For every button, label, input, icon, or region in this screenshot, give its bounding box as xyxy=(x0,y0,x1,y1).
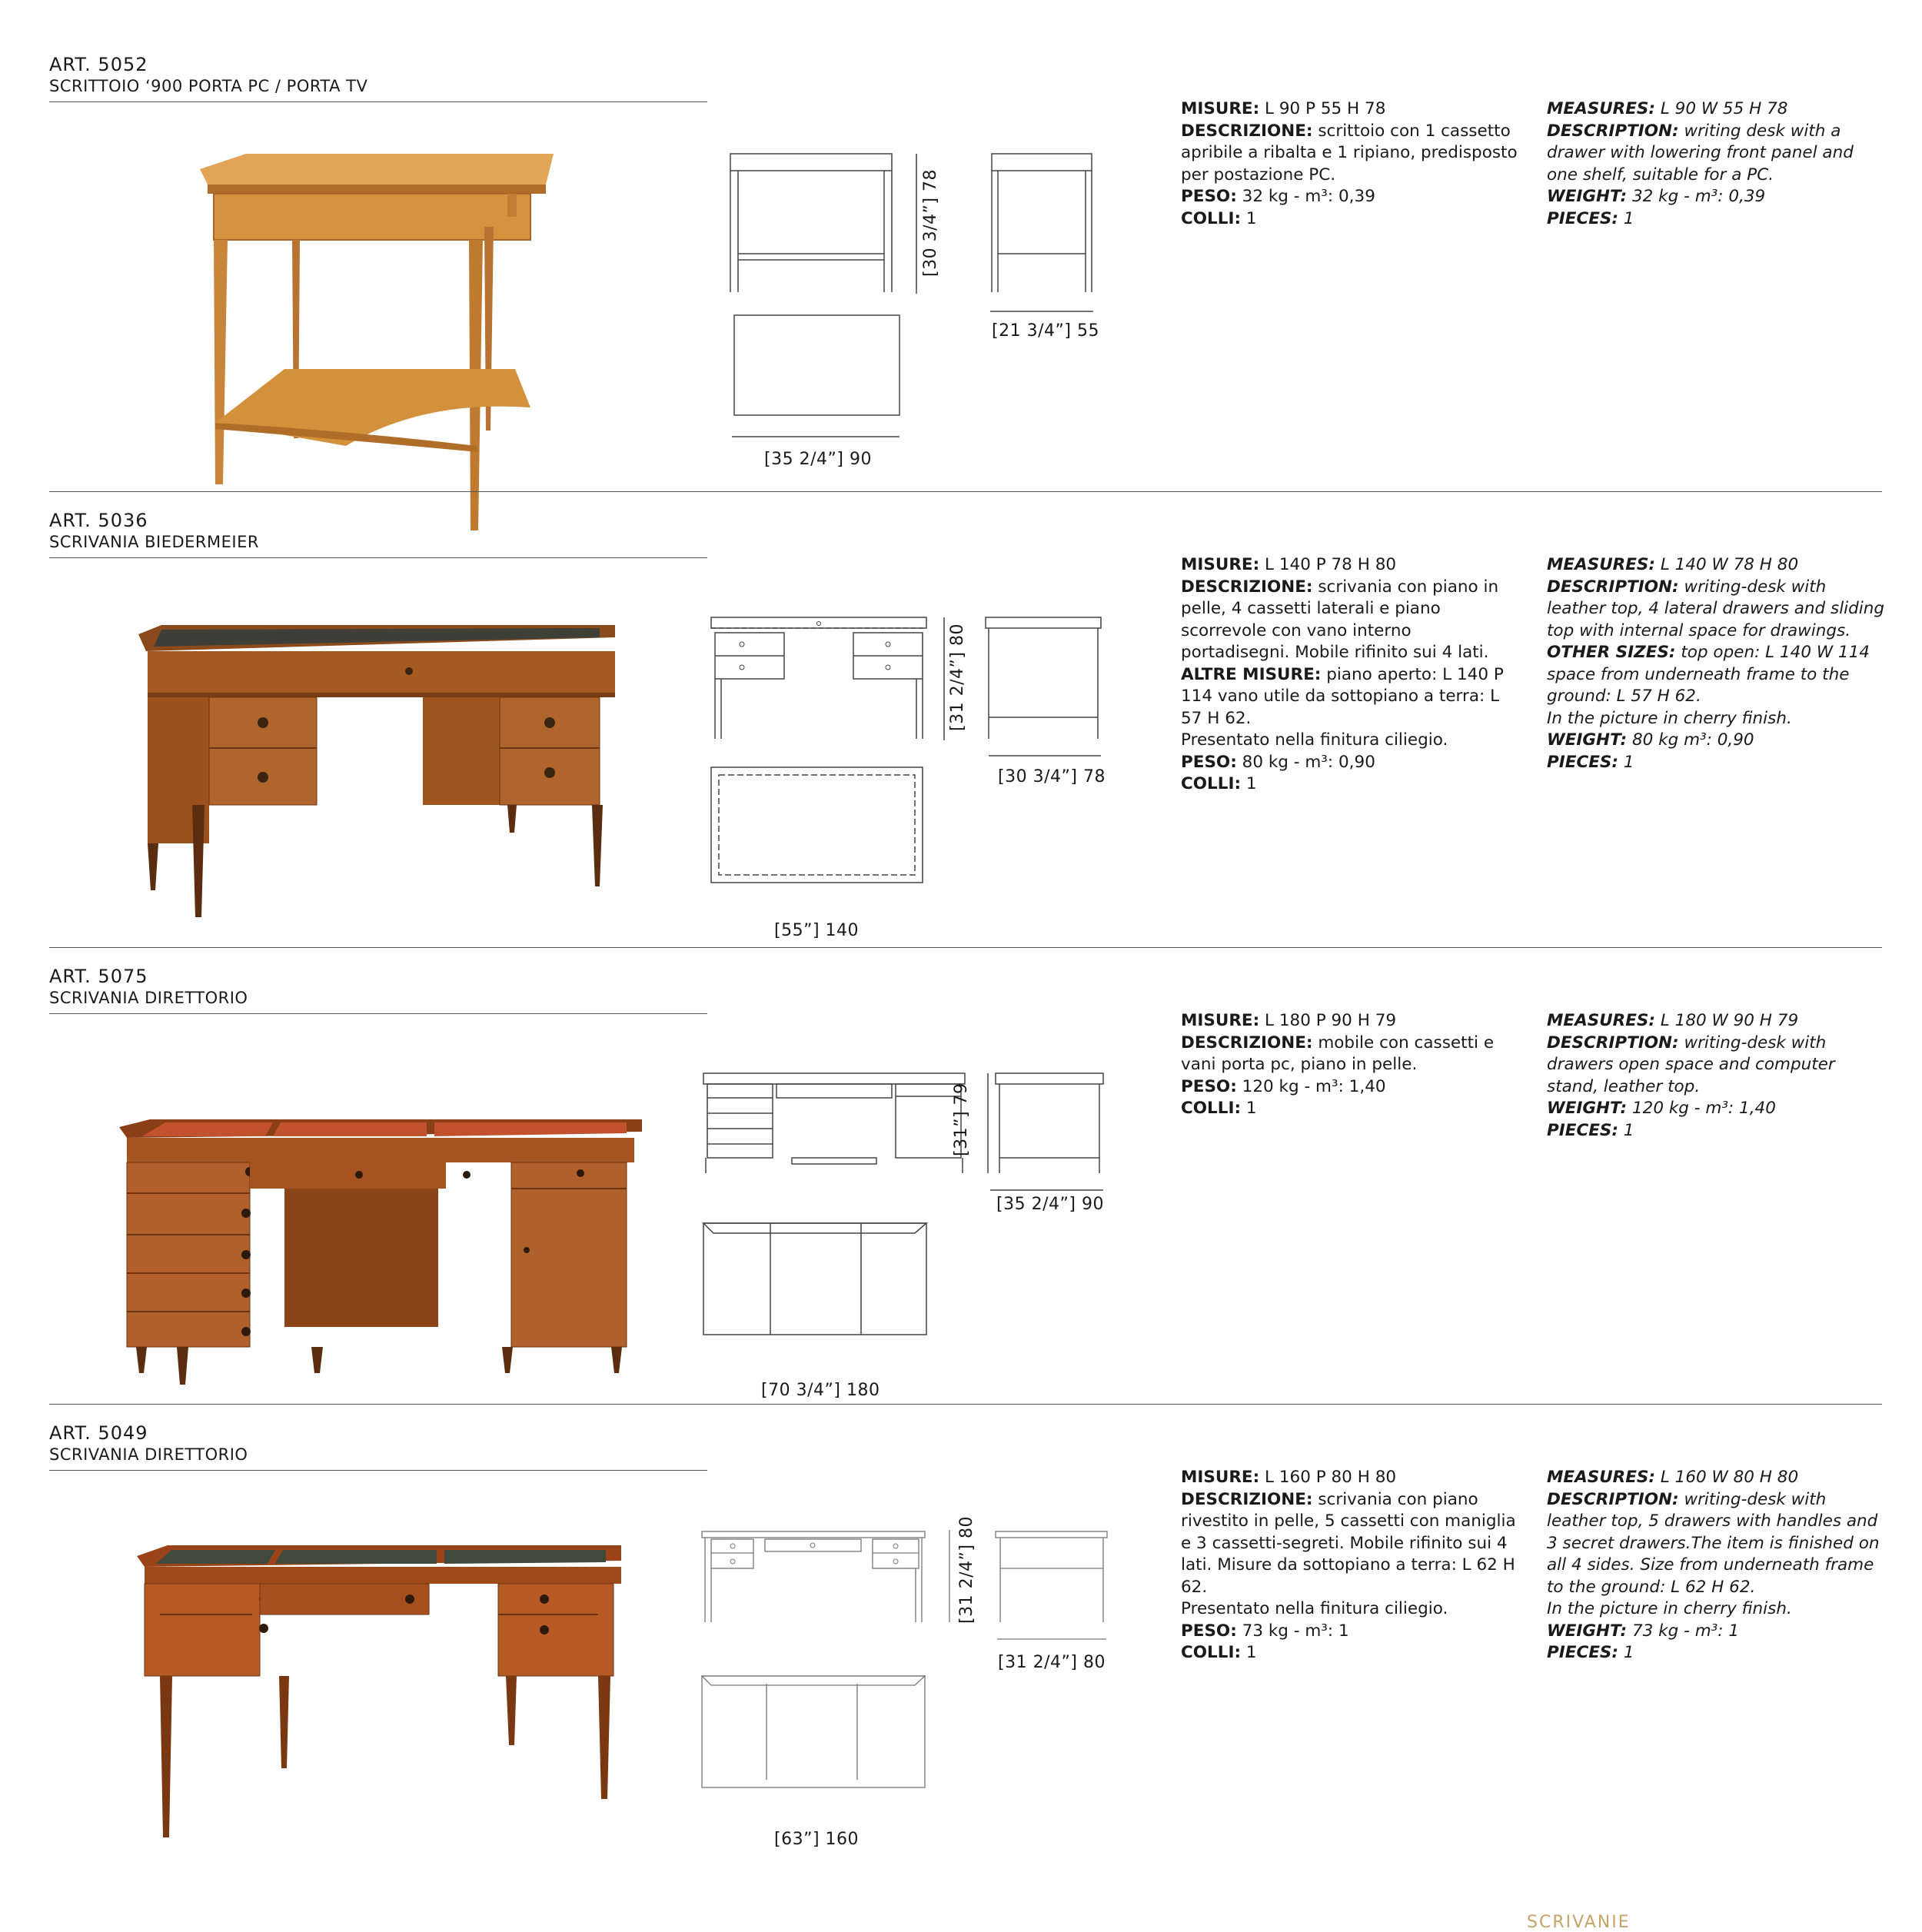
article-number: ART. 5049 xyxy=(49,1422,148,1444)
article-number: ART. 5075 xyxy=(49,966,148,987)
dimension-depth: [30 3/4”] 78 xyxy=(998,767,1106,786)
dimension-height: [31”] 79 xyxy=(952,1082,971,1156)
product-5052 xyxy=(0,54,1922,511)
article-name: SCRIVANIA BIEDERMEIER xyxy=(49,533,259,551)
dimension-width: [63”] 160 xyxy=(774,1830,860,1849)
article-name: SCRITTOIO ‘900 PORTA PC / PORTA TV xyxy=(49,77,368,95)
specs-english: MEASURES: L 160 W 80 H 80 DESCRIPTION: writing-desk with leather top, 5 drawers with handles and 3 secret drawers.The item is finished on all 4 sides. Size from underneath frame to the ground: L 62 H 62. In the picture in cherry finish. WEIGHT: 73 kg - m³: 1 PIECES: 1 xyxy=(1547,1468,1880,1662)
section-separator xyxy=(49,491,1882,492)
title-rule xyxy=(49,1470,707,1471)
section-separator xyxy=(49,1404,1882,1405)
title-rule xyxy=(49,1013,707,1014)
article-name: SCRIVANIA DIRETTORIO xyxy=(49,989,248,1007)
dimension-height: [31 2/4”] 80 xyxy=(957,1516,976,1624)
dimension-height: [30 3/4”] 78 xyxy=(921,169,940,277)
specs-italian: MISURE: L 90 P 55 H 78 DESCRIZIONE: scrittoio con 1 cassetto apribile a ribalta e 1 ripiano, predisposto per postazione PC. PESO: 32 kg - m³: 0,39 COLLI: 1 xyxy=(1181,99,1518,228)
product-photo xyxy=(192,154,561,484)
dimension-depth: [21 3/4”] 55 xyxy=(992,321,1099,341)
product-5049 xyxy=(0,1422,1922,1880)
specs-english: MEASURES: L 180 W 90 H 79 DESCRIPTION: writing-desk with drawers open space and computer stand, leather top. WEIGHT: 120 kg - m³: 1,40 PIECES: 1 xyxy=(1547,1011,1835,1140)
specs-english: MEASURES: L 140 W 78 H 80 DESCRIPTION: writing-desk with leather top, 4 lateral drawers and sliding top with internal space for drawings. OTHER SIZES: top open: L 140 W 114 space from underneath frame to the ground: L 57 H 62. In the picture in cherry finish. WEIGHT: 80 kg m³: 0,90 PIECES: 1 xyxy=(1547,555,1885,772)
dimension-width: [55”] 140 xyxy=(774,921,860,940)
article-name: SCRIVANIA DIRETTORIO xyxy=(49,1445,248,1464)
title-rule xyxy=(49,557,707,558)
dimension-width: [35 2/4”] 90 xyxy=(764,450,872,469)
product-photo xyxy=(119,1119,650,1388)
dimension-depth: [31 2/4”] 80 xyxy=(998,1653,1106,1672)
article-number: ART. 5052 xyxy=(49,54,148,75)
product-5075 xyxy=(0,966,1922,1423)
technical-drawing xyxy=(715,146,1115,423)
title-rule xyxy=(49,101,707,102)
dimension-width: [70 3/4”] 180 xyxy=(761,1381,880,1400)
section-separator xyxy=(49,947,1882,948)
specs-italian: MISURE: L 160 P 80 H 80 DESCRIZIONE: scrivania con piano rivestito in pelle, 5 cassetti con maniglia e 3 cassetti-segreti. Mobile rifinito sui 4 lati. Misure da sottopiano a terra: L 62 H 62. Presentato nella finitura ciliegio. PESO: 73 kg - m³: 1 COLLI: 1 xyxy=(1181,1468,1516,1662)
product-5036 xyxy=(0,510,1922,967)
page-footer-title: SCRIVANIE xyxy=(1527,1913,1631,1932)
article-number: ART. 5036 xyxy=(49,510,148,531)
specs-english: MEASURES: L 90 W 55 H 78 DESCRIPTION: writing desk with a drawer with lowering front panel and one shelf, suitable for a PC. WEIGHT: 32 kg - m³: 0,39 PIECES: 1 xyxy=(1547,99,1854,228)
product-photo xyxy=(138,625,623,925)
specs-italian: MISURE: L 180 P 90 H 79 DESCRIZIONE: mobile con cassetti e vani porta pc, piano in pelle. PESO: 120 kg - m³: 1,40 COLLI: 1 xyxy=(1181,1011,1495,1118)
specs-italian: MISURE: L 140 P 78 H 80 DESCRIZIONE: scrivania con piano in pelle, 4 cassetti laterali e piano scorrevole con vano interno portadisegni. Mobile rifinito sui 4 lati. ALTRE MISURE: piano aperto: L 140 P 114 vano utile da sottopiano a terra: L 57 H 62. Presentato nella finitura ciliegio. PESO: 80 kg - m³: 0,90 COLLI: 1 xyxy=(1181,555,1504,793)
technical-drawing xyxy=(700,610,1115,886)
dimension-depth: [35 2/4”] 90 xyxy=(996,1195,1104,1214)
product-photo xyxy=(137,1545,629,1837)
dimension-height: [31 2/4”] 80 xyxy=(948,623,967,731)
